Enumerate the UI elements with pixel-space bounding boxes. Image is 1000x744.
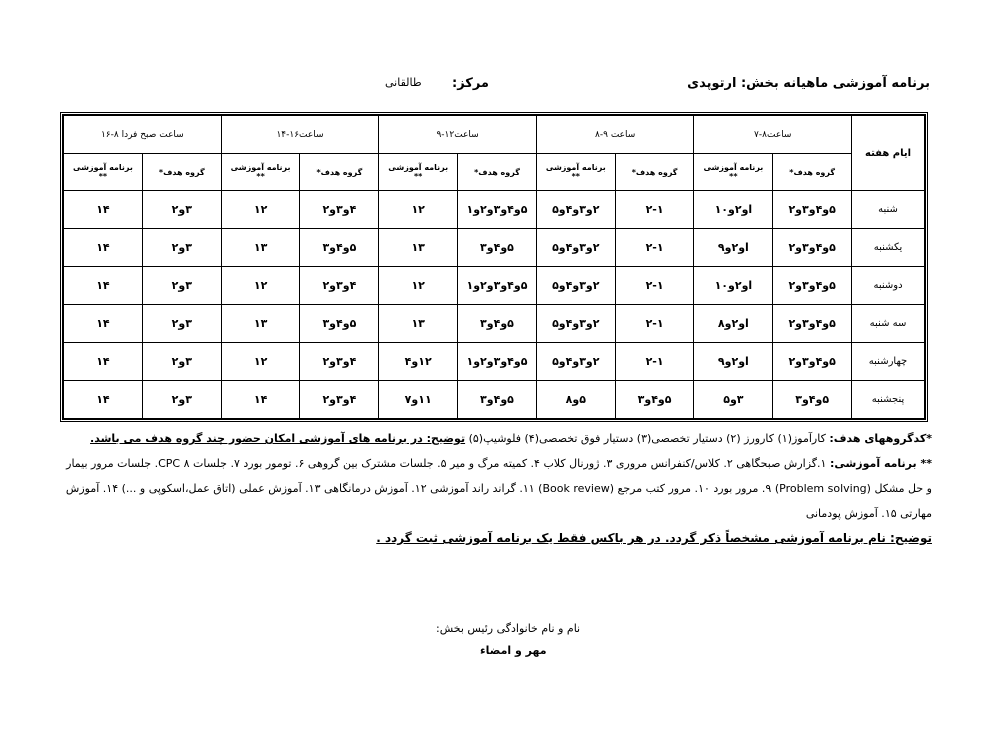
center-value: طالقانی [385,76,422,89]
target-group-cell: ۳و۲ [142,229,221,267]
target-group-cell: ۲-۱ [615,343,694,381]
target-group-cell: ۳و۲ [142,305,221,343]
target-group-cell: ۵و۴و۳و۲و۱ [458,343,537,381]
program-item: ۱.گزارش صبحگاهی [736,457,827,470]
program-cell: ۱۳ [221,229,300,267]
program-item: ۱۳. آموزش عملی (اتاق عمل،اسکوپی و ...) [121,482,321,495]
day-cell: یکشنبه [852,229,925,267]
program-cell: ۱۳ [221,305,300,343]
target-group-cell: ۳و۲ [142,381,221,419]
program-items [66,457,932,520]
table-row [64,381,925,419]
target-group-cell: ۲-۱ [615,305,694,343]
program-item: ۳. ژورنال کلاب [543,457,613,470]
program-cell: ۱۲ [221,343,300,381]
program-item: ۲. کلاس/کنفرانس مروری [615,457,733,470]
program-cell: ۱۲ [221,267,300,305]
schedule-table-frame [60,112,928,422]
program-cell: ۱۱و۷ [379,381,458,419]
program-cell: ۱۳ [379,305,458,343]
program-cell: او۲و۹ [694,343,773,381]
program-legend [60,451,932,526]
program-item: ۶. تومور بورد [243,457,305,470]
program-cell: ۱۴ [64,191,143,229]
days-header: ایام هفته [852,116,925,191]
target-group-cell: ۵و۴و۳ [773,381,852,419]
target-group-cell: ۲-۱ [615,267,694,305]
groups-note: توضیح: در برنامه های آموزشی امکان حضور چند گروه هدف می باشد. [90,432,466,445]
table-row [64,305,925,343]
program-item: ۱۲. آموزش درمانگاهی [324,482,427,495]
target-group-cell: ۴و۳و۲ [300,343,379,381]
final-note [60,526,932,551]
schedule-table [63,115,925,419]
time-header-row [64,116,925,154]
time-slot-header: ساعت۱۶-۱۴ [221,116,379,154]
time-slot-header: ساعت۸-۷ [694,116,852,154]
program-cell: ۱۲ [379,191,458,229]
target-group-cell: ۵و۴و۳ [300,229,379,267]
groups-label: *کدگروههای هدف: [829,432,932,445]
target-group-cell: ۵و۴و۳و۲ [773,191,852,229]
program-cell: ۲و۳و۴و۵ [536,229,615,267]
program-item: ۸. جلسات مرور بیمار و حل مشکل (Problem solving) [66,457,932,495]
program-item: ۴. کمیته مرگ و میر [450,457,540,470]
sub-header-row [64,154,925,191]
program-item: ۷. جلسات CPC [158,457,240,470]
target-group-cell: ۵و۴و۳ [458,381,537,419]
program-header: برنامه آموزشی ** [379,154,458,191]
program-cell: ۳و۵ [694,381,773,419]
program-header: برنامه آموزشی ** [536,154,615,191]
table-row [64,343,925,381]
department-head-name-label: نام و نام خانوادگی رئیس بخش: [436,622,581,635]
table-row [64,191,925,229]
time-slot-header: ساعت ۹-۸ [536,116,694,154]
target-group-cell: ۳و۲ [142,343,221,381]
target-group-cell: ۵و۴و۳و۲و۱ [458,267,537,305]
table-row [64,267,925,305]
target-group-cell: ۵و۴و۳و۲و۱ [458,191,537,229]
day-cell: شنبه [852,191,925,229]
program-header: برنامه آموزشی ** [694,154,773,191]
program-cell: او۲و۱۰ [694,267,773,305]
target-group-cell: ۲-۱ [615,191,694,229]
target-group-header: گروه هدف* [615,154,694,191]
program-item: ۵. جلسات مشترک بین گروهی [307,457,447,470]
program-item: ۹. مرور بورد [713,482,772,495]
target-group-header: گروه هدف* [300,154,379,191]
target-group-cell: ۵و۴و۳ [458,305,537,343]
target-group-cell: ۵و۴و۳و۲ [773,229,852,267]
day-cell: پنجشنبه [852,381,925,419]
final-note-text: توضیح: نام برنامه آموزشی مشخصاً ذکر گردد. در هر باکس فقط یک برنامه آموزشی ثبت گردد . [376,531,932,545]
program-cell: ۲و۳و۴و۵ [536,343,615,381]
program-cell: او۲و۱۰ [694,191,773,229]
program-cell: ۱۴ [64,381,143,419]
program-header: برنامه آموزشی ** [221,154,300,191]
target-group-cell: ۴و۳و۲ [300,191,379,229]
program-cell: ۱۴ [221,381,300,419]
time-slot-header: ساعت۱۲-۹ [379,116,537,154]
program-item: ۱۴. آموزش مهارتی [65,482,932,520]
program-cell: ۱۲و۴ [379,343,458,381]
target-group-cell: ۲-۱ [615,229,694,267]
target-group-header: گروه هدف* [773,154,852,191]
center-label: مرکز: [452,76,489,91]
table-row [64,229,925,267]
time-slot-header: ساعت صبح فردا ۸-۱۶ [64,116,222,154]
target-group-header: گروه هدف* [458,154,537,191]
day-cell: چهارشنبه [852,343,925,381]
target-group-cell: ۵و۴و۳ [458,229,537,267]
program-cell: ۲و۳و۴و۵ [536,191,615,229]
program-cell: ۱۴ [64,305,143,343]
target-group-cell: ۵و۴و۳و۲ [773,343,852,381]
program-cell: ۱۲ [221,191,300,229]
target-group-cell: ۳و۲ [142,191,221,229]
target-group-cell: ۵و۴و۳و۲ [773,267,852,305]
target-group-cell: ۵و۴و۳ [300,305,379,343]
target-group-note [60,426,932,451]
target-group-cell: ۴و۳و۲ [300,381,379,419]
program-header: برنامه آموزشی ** [64,154,143,191]
groups-text: کارآموز(۱) کارورز (۲) دستیار تخصصی(۳) دستیار فوق تخصصی(۴) فلوشیپ(۵) [468,432,826,445]
program-cell: او۲و۸ [694,305,773,343]
target-group-cell: ۳و۲ [142,267,221,305]
page-title: برنامه آموزشی ماهیانه بخش: ارتوپدی [687,76,930,91]
program-cell: ۲و۳و۴و۵ [536,305,615,343]
notes-section [60,426,932,551]
target-group-cell: ۵و۴و۳و۲ [773,305,852,343]
program-cell: ۱۲ [379,267,458,305]
program-cell: ۲و۳و۴و۵ [536,267,615,305]
program-cell: ۱۴ [64,343,143,381]
program-cell: ۱۴ [64,229,143,267]
program-item: ۱۰. مرور کتب مرجع (Book review) [538,482,710,495]
program-cell: ۱۴ [64,267,143,305]
target-group-cell: ۵و۴و۳ [615,381,694,419]
program-item: ۱۱. گراند راند آموزشی [430,482,535,495]
program-label: ** برنامه آموزشی: [829,457,932,470]
day-cell: سه شنبه [852,305,925,343]
program-cell: او۲و۹ [694,229,773,267]
program-cell: ۱۳ [379,229,458,267]
stamp-signature-label: مهر و امضاء [480,644,547,657]
target-group-cell: ۴و۳و۲ [300,267,379,305]
program-item: ۱۵. آموزش پودمانی [805,507,897,520]
target-group-header: گروه هدف* [142,154,221,191]
program-cell: ۵و۸ [536,381,615,419]
day-cell: دوشنبه [852,267,925,305]
